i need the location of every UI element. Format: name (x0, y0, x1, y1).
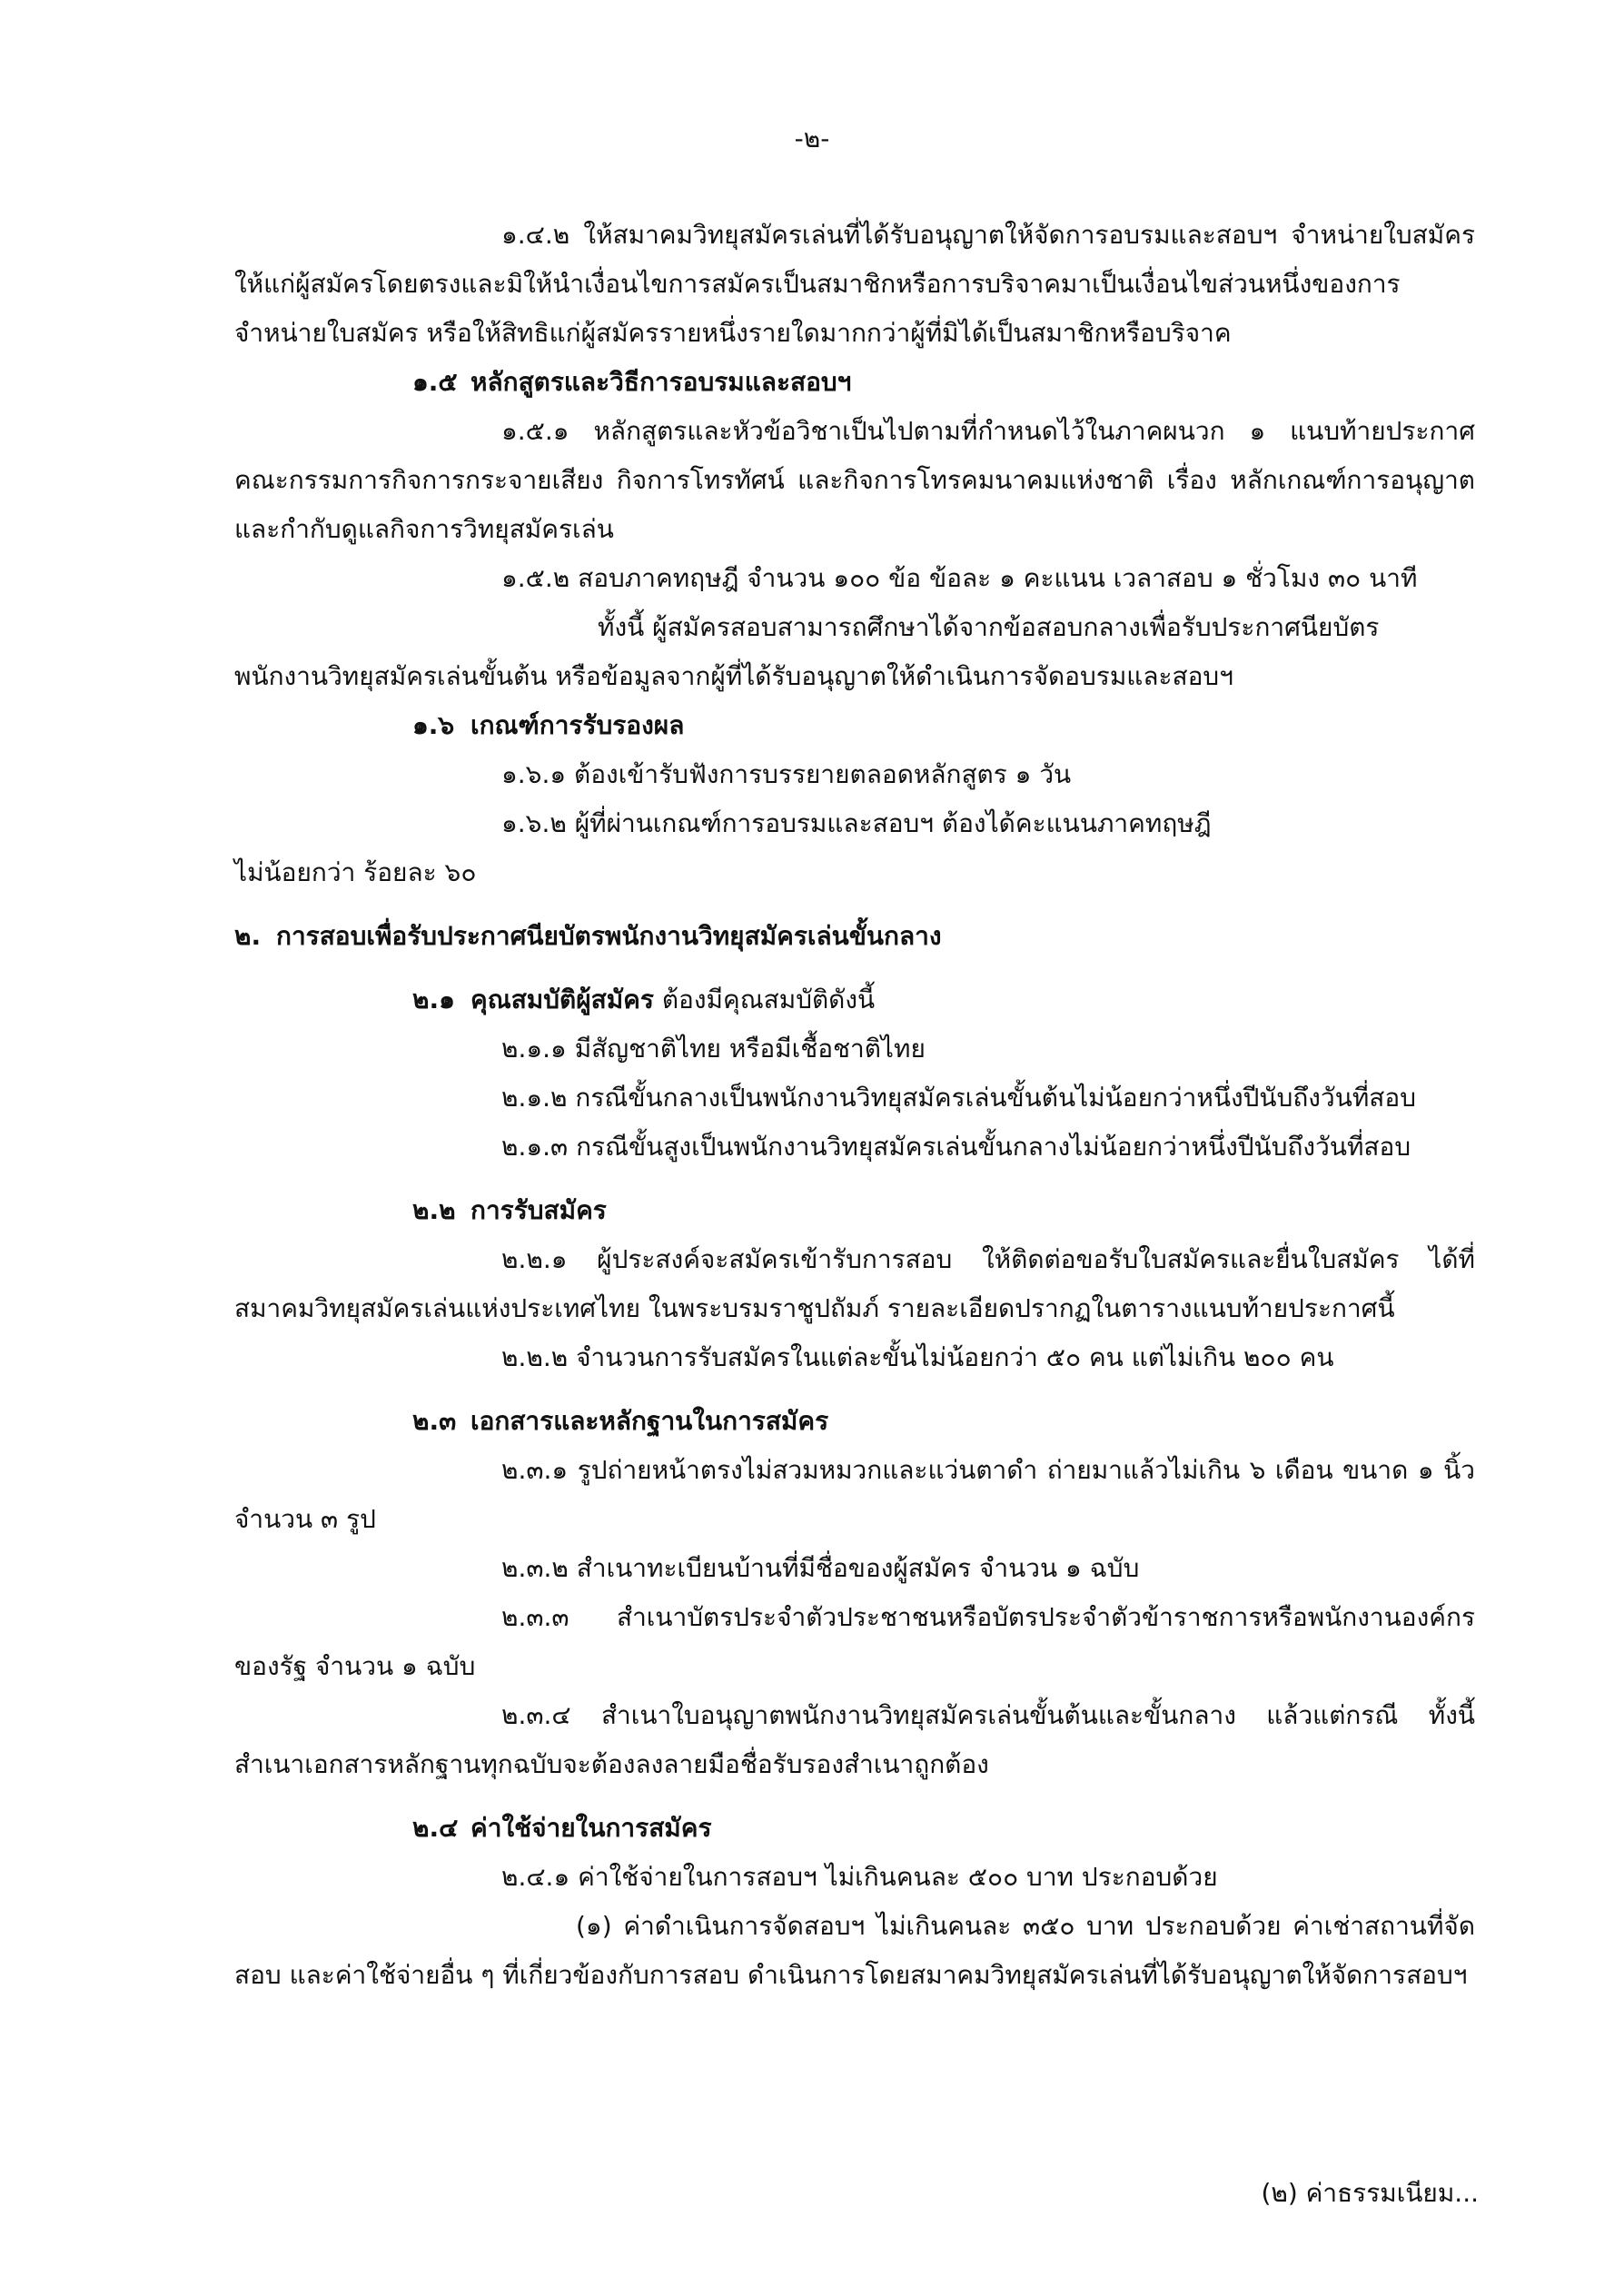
heading-number: ๒. (234, 921, 262, 951)
paragraph-2-4-1: ๒.๔.๑ ค่าใช้จ่ายในการสอบฯ ไม่เกินคนละ ๕๐๐ บาท ประกอบด้วย (501, 1862, 1218, 1892)
heading-title: การรับสมัคร (470, 1195, 607, 1225)
heading-number: ๒.๒ (412, 1195, 456, 1225)
paragraph-1-4-2: ๑.๔.๒ ให้สมาคมวิทยุสมัครเล่นที่ได้รับอนุญาตให้จัดการอบรมและสอบฯ จำหน่ายใบสมัครให้แก่ผู้สมัครโดยตรงและมิให้นำเงื่อนไขการสมัครเป็นสมาชิกหรือการบริจาคมาเป็นเงื่อนไขส่วนหนึ่งของการจำหน่ายใบสมัคร หรือให้สิทธิแก่ผู้สมัครรายหนึ่งรายใดมากกว่าผู้ที่มิได้เป็นสมาชิกหรือบริจาค (234, 220, 1475, 348)
heading-title: เอกสารและหลักฐานในการสมัคร (470, 1406, 829, 1436)
paragraph-2-2-1: ๒.๒.๑ ผู้ประสงค์จะสมัครเข้ารับการสอบ ให้ติดต่อขอรับใบสมัครและยื่นใบสมัคร ได้ที่สมาคมวิทยุสมัครเล่นแห่งประเทศไทย ในพระบรมราชูปถัมภ์ รายละเอียดปรากฏในตารางแนบท้ายประกาศนี้ (234, 1244, 1475, 1323)
heading-2 (234, 912, 1475, 961)
paragraph-1-6-2-wrap: ไม่น้อยกว่า ร้อยละ ๖๐ (234, 857, 477, 887)
heading-title: การสอบเพื่อรับประกาศนียบัตรพนักงานวิทยุสมัครเล่นขั้นกลาง (276, 921, 942, 951)
heading-1-6 (234, 701, 1475, 750)
paragraph-1-5-2-continued: ทั้งนี้ ผู้สมัครสอบสามารถศึกษาได้จากข้อสอบกลางเพื่อรับประกาศนียบัตร (598, 612, 1380, 642)
heading-number: ๒.๑ (412, 985, 455, 1014)
heading-title: หลักสูตรและวิธีการอบรมและสอบฯ (470, 367, 852, 397)
paragraph-2-3-2: ๒.๓.๒ สำเนาทะเบียนบ้านที่มีชื่อของผู้สมัคร จำนวน ๑ ฉบับ (501, 1553, 1140, 1583)
heading-2-2 (234, 1186, 1475, 1235)
heading-1-5 (234, 358, 1475, 407)
heading-number: ๒.๓ (412, 1406, 457, 1436)
paragraph-2-2-2: ๒.๒.๒ จำนวนการรับสมัครในแต่ละขั้นไม่น้อยกว่า ๕๐ คน แต่ไม่เกิน ๒๐๐ คน (501, 1342, 1334, 1372)
heading-2-3 (234, 1397, 1475, 1446)
heading-2-1 (234, 975, 1475, 1024)
paragraph-1-6-1: ๑.๖.๑ ต้องเข้ารับฟังการบรรยายตลอดหลักสูตร ๑ วัน (501, 759, 1072, 789)
heading-title: ค่าใช้จ่ายในการสมัคร (470, 1813, 712, 1843)
paragraph-2-3-1: ๒.๓.๑ รูปถ่ายหน้าตรงไม่สวมหมวกและแว่นตาดำ ถ่ายมาแล้วไม่เกิน ๖ เดือน ขนาด ๑ นิ้ว จำนวน ๓ รูป (234, 1455, 1475, 1534)
heading-number: ๑.๖ (412, 710, 455, 740)
paragraph-2-1-3: ๒.๑.๓ กรณีขั้นสูงเป็นพนักงานวิทยุสมัครเล่นขั้นกลางไม่น้อยกว่าหนึ่งปีนับถึงวันที่สอบ (501, 1132, 1411, 1162)
paragraph-2-1-1: ๒.๑.๑ มีสัญชาติไทย หรือมีเชื้อชาติไทย (501, 1034, 926, 1064)
document-body (234, 211, 1475, 2000)
paragraph-1-5-2: ๑.๕.๒ สอบภาคทฤษฎี จำนวน ๑๐๐ ข้อ ข้อละ ๑ คะแนน เวลาสอบ ๑ ชั่วโมง ๓๐ นาที (501, 563, 1418, 593)
heading-rest: ต้องมีคุณสมบัติดังนี้ (653, 985, 876, 1014)
paragraph-2-1-2: ๒.๑.๒ กรณีขั้นกลางเป็นพนักงานวิทยุสมัครเล่นขั้นต้นไม่น้อยกว่าหนึ่งปีนับถึงวันที่สอบ (501, 1083, 1416, 1113)
paragraph-2-4-1-item-1: (๑) ค่าดำเนินการจัดสอบฯ ไม่เกินคนละ ๓๕๐ บาท ประกอบด้วย ค่าเช่าสถานที่จัดสอบ และค่าใช้จ่ายอื่น ๆ ที่เกี่ยวข้องกับการสอบ ดำเนินการโดยสมาคมวิทยุสมัครเล่นที่ได้รับอนุญาตให้จัดการสอบฯ (234, 1911, 1475, 1990)
heading-2-4 (234, 1804, 1475, 1853)
heading-number: ๒.๔ (412, 1813, 459, 1843)
paragraph-2-3-3: ๒.๓.๓ สำเนาบัตรประจำตัวประชาชนหรือบัตรประจำตัวข้าราชการหรือพนักงานองค์กร ของรัฐ จำนวน ๑ ฉบับ (234, 1602, 1475, 1681)
heading-title: คุณสมบัติผู้สมัคร (470, 985, 654, 1014)
page-number: -๒- (794, 124, 830, 153)
paragraph-1-6-2: ๑.๖.๒ ผู้ที่ผ่านเกณฑ์การอบรมและสอบฯ ต้องได้คะแนนภาคทฤษฎี (501, 808, 1212, 838)
paragraph-1-5-2-wrap: พนักงานวิทยุสมัครเล่นขั้นต้น หรือข้อมูลจากผู้ที่ได้รับอนุญาตให้ดำเนินการจัดอบรมและสอบฯ (234, 661, 1233, 691)
paragraph-1-5-1: ๑.๕.๑ หลักสูตรและหัวข้อวิชาเป็นไปตามที่กำหนดไว้ในภาคผนวก ๑ แนบท้ายประกาศคณะกรรมการกิจการกระจายเสียง กิจการโทรทัศน์ และกิจการโทรคมนาคมแห่งชาติ เรื่อง หลักเกณฑ์การอนุญาตและกำกับดูแลกิจการวิทยุสมัครเล่น (234, 416, 1475, 544)
heading-number: ๑.๕ (412, 367, 458, 397)
continuation-note: (๒) ค่าธรรมเนียม... (1261, 2178, 1479, 2208)
heading-title: เกณฑ์การรับรองผล (470, 710, 685, 740)
paragraph-2-3-4: ๒.๓.๔ สำเนาใบอนุญาตพนักงานวิทยุสมัครเล่นขั้นต้นและขั้นกลาง แล้วแต่กรณี ทั้งนี้ สำเนาเอกสารหลักฐานทุกฉบับจะต้องลงลายมือชื่อรับรองสำเนาถูกต้อง (234, 1700, 1475, 1779)
